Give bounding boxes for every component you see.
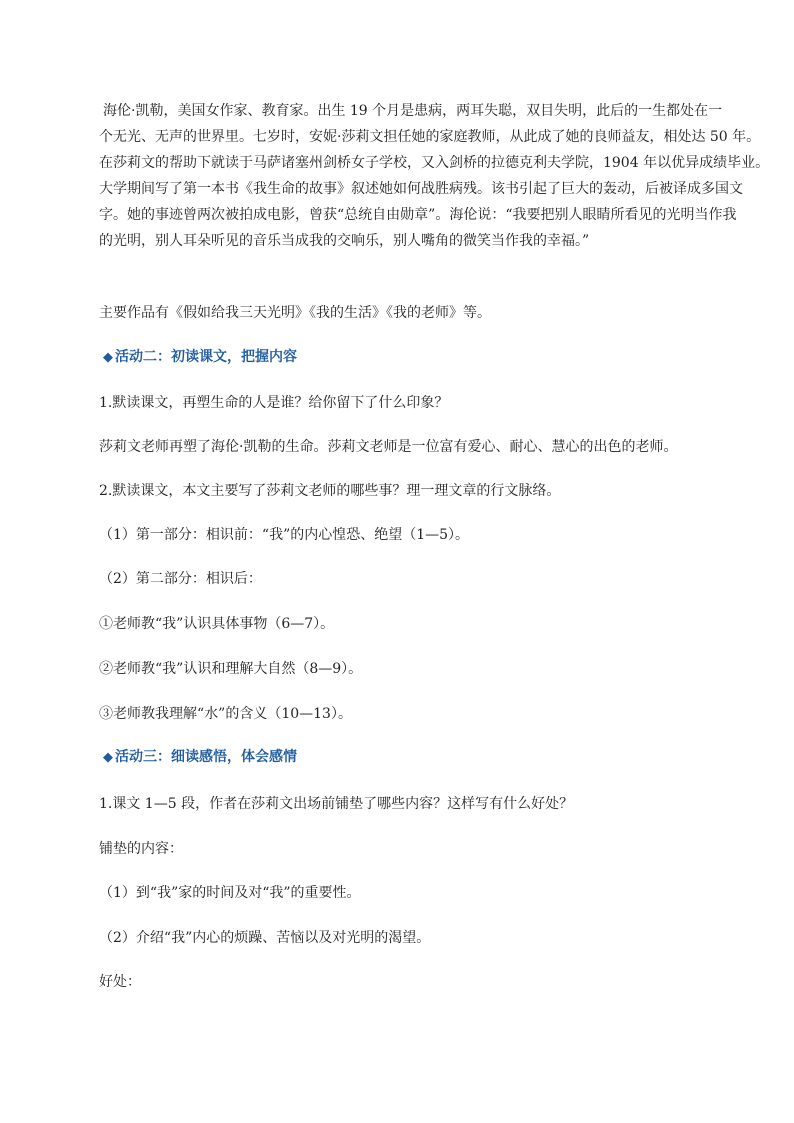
- part-1: （1）第一部分：相识前：“我”的内心惶恐、绝望（1—5）。: [99, 527, 470, 543]
- major-works-paragraph: 主要作品有《假如给我三天光明》《我的生活》《我的老师》等。: [99, 305, 491, 321]
- activity3-title: 活动三：细读感悟，体会感情: [115, 749, 297, 765]
- intro-line: 大学期间写了第一本书《我生命的故事》叙述她如何战胜病残。该书引起了巨大的轰动，后被译成多国文: [99, 181, 743, 197]
- activity2-title: 活动二：初读课文，把握内容: [115, 349, 297, 365]
- question-1: 1.默读课文，再塑生命的人是谁？给你留下了什么印象？: [99, 395, 449, 411]
- diamond-bullet-icon: ◆: [103, 350, 113, 365]
- part-2-item-3: ③老师教我理解“水”的含义（10—13）。: [99, 706, 352, 722]
- activity3-heading: [103, 747, 297, 768]
- intro-line: 海伦·凯勒，美国女作家、教育家。出生 19 个月是患病，两耳失聪，双目失明，此后的一生都处在一: [103, 103, 723, 119]
- author-intro-paragraph: [99, 98, 770, 254]
- diamond-bullet-icon: ◆: [103, 750, 113, 765]
- foreshadow-label: 铺垫的内容：: [99, 841, 183, 857]
- intro-line: 在莎莉文的帮助下就读于马萨诸塞州剑桥女子学校，又入剑桥的拉德克利夫学院，1904 年以优异成绩毕业。: [99, 155, 770, 171]
- intro-line: 个无光、无声的世界里。七岁时，安妮·莎莉文担任她的家庭教师，从此成了她的良师益友，相处达 50 年。: [99, 129, 761, 145]
- part-2-item-2: ②老师教“我”认识和理解大自然（8—9）。: [99, 661, 363, 677]
- part-2: （2）第二部分：相识后：: [99, 571, 262, 587]
- part-2-item-1: ①老师教“我”认识具体事物（6—7）。: [99, 616, 335, 632]
- activity3-question-1: 1.课文 1—5 段，作者在莎莉文出场前铺垫了哪些内容？这样写有什么好处？: [99, 796, 574, 812]
- foreshadow-item-1: （1）到“我”家的时间及对“我”的重要性。: [99, 885, 361, 901]
- intro-line: 字。她的事迹曾两次被拍成电影，曾获“总统自由勋章”。海伦说：“我要把别人眼睛所看见的光明当作我: [99, 207, 737, 223]
- foreshadow-item-2: （2）介绍“我”内心的烦躁、苦恼以及对光明的渴望。: [99, 930, 431, 946]
- activity2-heading: [103, 347, 297, 368]
- question-2: 2.默读课文，本文主要写了莎莉文老师的哪些事？理一理文章的行文脉络。: [99, 483, 561, 499]
- intro-line: 的光明，别人耳朵听见的音乐当成我的交响乐，别人嘴角的微笑当作我的幸福。”: [99, 233, 590, 249]
- benefit-label: 好处：: [99, 974, 141, 990]
- answer-1: 莎莉文老师再塑了海伦·凯勒的生命。莎莉文老师是一位富有爱心、耐心、慧心的出色的老师。: [99, 439, 678, 455]
